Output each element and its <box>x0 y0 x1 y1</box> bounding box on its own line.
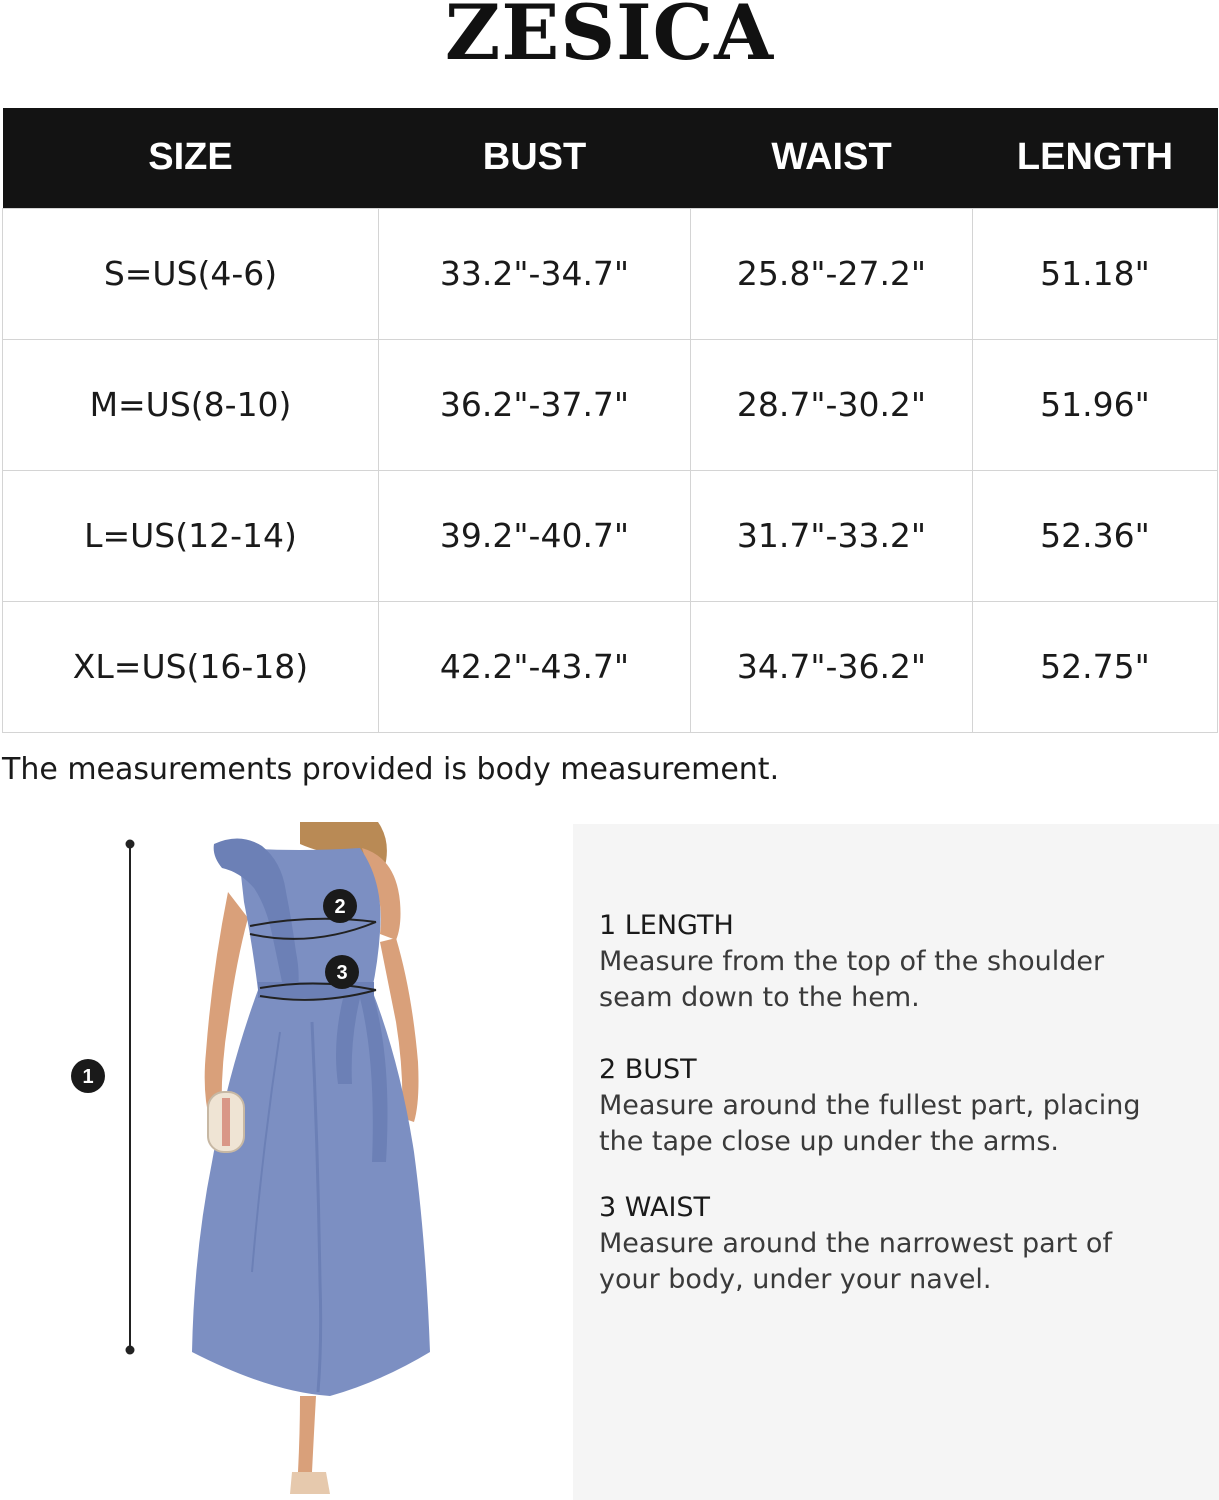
guide-title-length: 1 LENGTH <box>599 910 734 941</box>
table-header-row <box>3 108 1218 208</box>
length-line-bottom-dot <box>126 1346 135 1355</box>
guide-item-bust <box>599 1052 1199 1160</box>
guide-item-length <box>599 908 1199 1016</box>
marker-2-label: 2 <box>334 896 346 918</box>
marker-3-label: 3 <box>336 962 348 984</box>
dress-figure <box>0 822 560 1500</box>
marker-1 <box>71 1059 105 1093</box>
guide-desc-length: Measure from the top of the shoulder seam down to the hem. <box>599 946 1105 1013</box>
waist-cell: 25.8"-27.2" <box>691 208 973 339</box>
guide-desc-bust: Measure around the fullest part, placing the tape close up under the arms. <box>599 1090 1141 1157</box>
table-row <box>3 339 1218 470</box>
bust-cell: 33.2"-34.7" <box>379 208 691 339</box>
table-row <box>3 470 1218 601</box>
header-length: LENGTH <box>973 108 1218 208</box>
waist-cell: 34.7"-36.2" <box>691 601 973 732</box>
marker-1-label: 1 <box>82 1066 94 1088</box>
waist-cell: 28.7"-30.2" <box>691 339 973 470</box>
header-waist: WAIST <box>691 108 973 208</box>
size-chart-table <box>2 108 1218 733</box>
dress-illustration <box>0 822 560 1500</box>
size-cell: L=US(12-14) <box>3 470 379 601</box>
table-row <box>3 601 1218 732</box>
size-cell: M=US(8-10) <box>3 339 379 470</box>
bust-cell: 42.2"-43.7" <box>379 601 691 732</box>
guide-item-waist <box>599 1190 1199 1298</box>
size-cell: S=US(4-6) <box>3 208 379 339</box>
guide-title-bust: 2 BUST <box>599 1054 697 1085</box>
size-cell: XL=US(16-18) <box>3 601 379 732</box>
header-bust: BUST <box>379 108 691 208</box>
length-cell: 52.36" <box>973 470 1218 601</box>
marker-2 <box>323 889 357 923</box>
table-row <box>3 208 1218 339</box>
marker-3 <box>325 955 359 989</box>
guide-title-waist: 3 WAIST <box>599 1192 711 1223</box>
length-cell: 52.75" <box>973 601 1218 732</box>
length-line-top-dot <box>126 840 135 849</box>
bust-cell: 36.2"-37.7" <box>379 339 691 470</box>
brand-logo: ZESICA <box>444 0 775 77</box>
waist-cell: 31.7"-33.2" <box>691 470 973 601</box>
clutch-detail <box>222 1098 230 1146</box>
length-cell: 51.18" <box>973 208 1218 339</box>
shoe-shape <box>290 1472 330 1494</box>
bust-cell: 39.2"-40.7" <box>379 470 691 601</box>
dress-skirt <box>192 990 430 1396</box>
length-cell: 51.96" <box>973 339 1218 470</box>
leg-shape <box>298 1396 316 1472</box>
measurement-note: The measurements provided is body measurement. <box>2 752 780 787</box>
header-size: SIZE <box>3 108 379 208</box>
measure-guide-panel <box>573 824 1219 1500</box>
guide-desc-waist: Measure around the narrowest part of your body, under your navel. <box>599 1228 1112 1295</box>
